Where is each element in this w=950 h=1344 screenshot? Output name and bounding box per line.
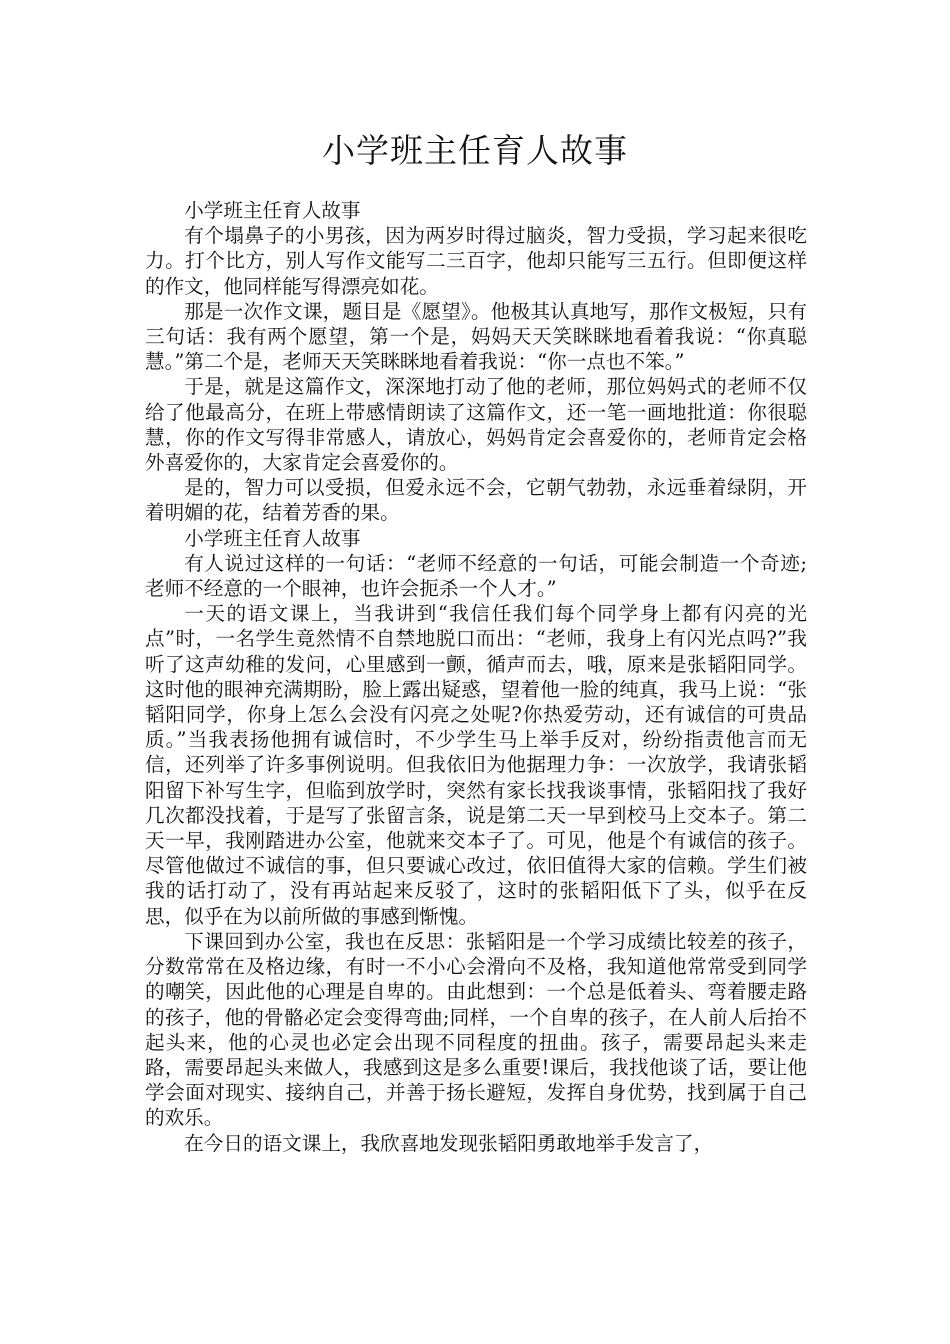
paragraph: 下课回到办公室，我也在反思：张韬阳是一个学习成绩比较差的孩子，分数常常在及格边缘，有时一不小心会滑向不及格，我知道他常常受到同学的嘲笑，因此他的心理是自卑的。由此想到：一个总是低着头、弯着腰走路的孩子，他的骨骼必定会变得弯曲;同样，一个自卑的孩子，在人前人后抬不起头来，他的心灵也必定会出现不同程度的扭曲。孩子，需要昂起头来走路，需要昂起头来做人，我感到这是多么重要!课后，我找他谈了话，要让他学会面对现实、接纳自己，并善于扬长避短，发挥自身优势，找到属于自己的欢乐。 [145,929,807,1130]
paragraph: 是的，智力可以受损，但爱永远不会，它朝气勃勃，永远垂着绿阴，开着明媚的花，结着芳香的果。 [145,476,807,525]
paragraph-subtitle-2: 小学班主任育人故事 [184,526,361,550]
paragraph: 有人说过这样的一句话：“老师不经意的一句话，可能会制造一个奇迹;老师不经意的一个眼神，也许会扼杀一个人才。” [145,551,807,601]
paragraph: 于是，就是这篇作文，深深地打动了他的老师，那位妈妈式的老师不仅给了他最高分，在班上带感情朗读了这篇作文，还一笔一画地批道：你很聪慧，你的作文写得非常感人，请放心，妈妈肯定会喜爱你的，老师肯定会格外喜爱你的，大家肯定会喜爱你的。 [145,375,807,475]
paragraph: 一天的语文课上，当我讲到“我信任我们每个同学身上都有闪亮的光点”时，一名学生竟然情不自禁地脱口而出：“老师，我身上有闪光点吗?”我听了这声幼稚的发问，心里感到一颤，循声而去，哦，原来是张韬阳同学。这时他的眼神充满期盼，脸上露出疑惑，望着他一脸的纯真，我马上说：“张韬阳同学，你身上怎么会没有闪亮之处呢?你热爱劳动，还有诚信的可贵品质。”当我表扬他拥有诚信时，不少学生马上举手反对，纷纷指责他言而无信，还列举了许多事例说明。但我依旧为他据理力争：一次放学，我请张韬阳留下补写生字，但临到放学时，突然有家长找我谈事情，张韬阳找了我好几次都没找着，于是写了张留言条，说是第二天一早到校马上交本子。第二天一早，我刚踏进办公室，他就来交本子了。可见，他是个有诚信的孩子。尽管他做过不诚信的事，但只要诚心改过，依旧值得大家的信赖。学生们被我的话打动了，没有再站起来反驳了，这时的张韬阳低下了头，似乎在反思，似乎在为以前所做的事感到惭愧。 [145,602,807,928]
document-body [145,198,807,1156]
paragraph: 那是一次作文课，题目是《愿望》。他极其认真地写，那作文极短，只有三句话：我有两个愿望，第一个是，妈妈天天笑眯眯地看着我说：“你真聪慧。”第二个是，老师天天笑眯眯地看着我说：“你一点也不笨。” [145,299,807,374]
paragraph: 在今日的语文课上，我欣喜地发现张韬阳勇敢地举手发言了， [184,1131,714,1155]
paragraph: 有个塌鼻子的小男孩，因为两岁时得过脑炎，智力受损，学习起来很吃力。打个比方，别人写作文能写二三百字，他却只能写三五行。但即便这样的作文，他同样能写得漂亮如花。 [145,224,807,298]
document-title: 小学班主任育人故事 [322,131,628,170]
paragraph-subtitle-1: 小学班主任育人故事 [184,199,361,222]
